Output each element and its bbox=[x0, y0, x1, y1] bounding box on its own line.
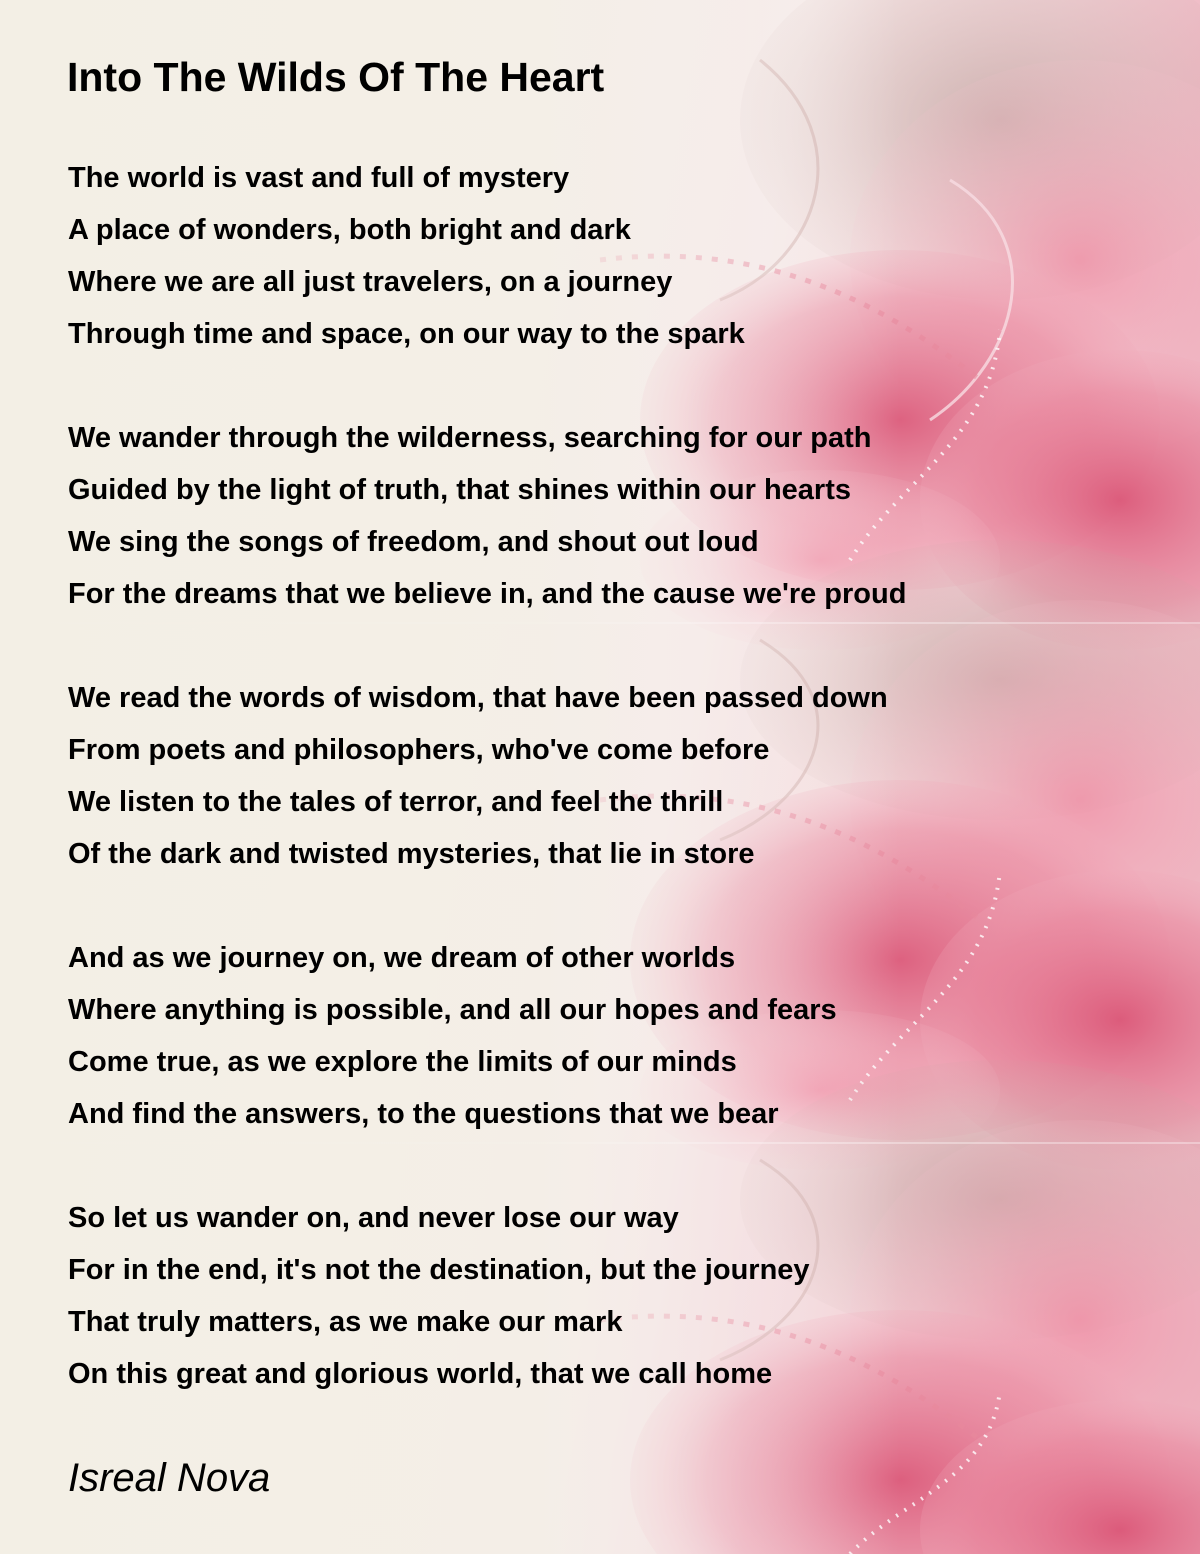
poem-line: So let us wander on, and never lose our way bbox=[68, 1202, 679, 1234]
poem-line: We sing the songs of freedom, and shout out loud bbox=[68, 526, 759, 558]
poem-line: We read the words of wisdom, that have been passed down bbox=[68, 682, 888, 714]
poem-author: Isreal Nova bbox=[68, 1456, 271, 1500]
poem-line: Of the dark and twisted mysteries, that lie in store bbox=[68, 838, 755, 870]
poem-title: Into The Wilds Of The Heart bbox=[67, 54, 605, 100]
stanza-2 bbox=[68, 412, 1128, 620]
stanza-4 bbox=[68, 932, 1128, 1140]
poem-line: A place of wonders, both bright and dark bbox=[68, 214, 631, 246]
poem-line: And as we journey on, we dream of other worlds bbox=[68, 942, 736, 974]
poem-line: We listen to the tales of terror, and feel the thrill bbox=[68, 786, 724, 818]
poem-line: That truly matters, as we make our mark bbox=[68, 1306, 623, 1338]
stanza-3 bbox=[68, 672, 1128, 880]
poem-line: Where we are all just travelers, on a journey bbox=[68, 266, 673, 298]
poem-line: And find the answers, to the questions that we bear bbox=[68, 1098, 779, 1130]
poem-line: The world is vast and full of mystery bbox=[68, 162, 570, 194]
poem-line: We wander through the wilderness, searching for our path bbox=[68, 422, 872, 454]
poem-body bbox=[68, 152, 1128, 1452]
poem-line: For in the end, it's not the destination, but the journey bbox=[68, 1254, 810, 1286]
poem-line: On this great and glorious world, that we call home bbox=[68, 1358, 773, 1390]
poem-line: Through time and space, on our way to the spark bbox=[68, 318, 745, 350]
poem-line: From poets and philosophers, who've come before bbox=[68, 734, 770, 766]
poem-line: Come true, as we explore the limits of our minds bbox=[68, 1046, 737, 1078]
poem-line: For the dreams that we believe in, and the cause we're proud bbox=[68, 578, 907, 610]
poem-line: Where anything is possible, and all our hopes and fears bbox=[68, 994, 837, 1026]
poem-line: Guided by the light of truth, that shines within our hearts bbox=[68, 474, 851, 506]
stanza-1 bbox=[68, 152, 1128, 360]
stanza-5 bbox=[68, 1192, 1128, 1400]
